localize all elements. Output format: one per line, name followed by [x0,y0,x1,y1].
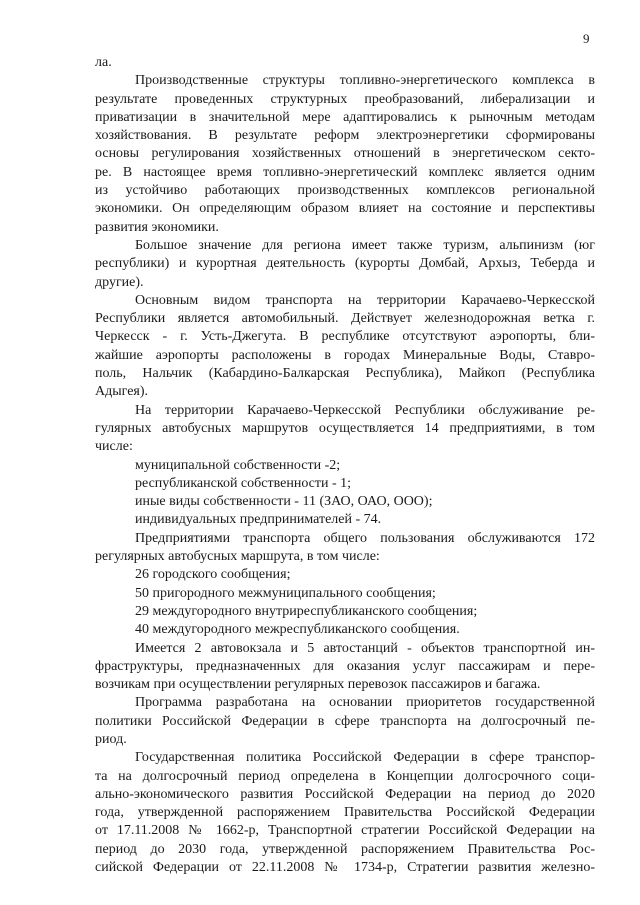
text-line: Черкесск - г. Усть-Джегута. В республике отсутствуют аэропорты, бли- [95,329,595,345]
text-line: Основным видом транспорта на территории Карачаево-Черкесской [135,292,595,308]
text-line: Программа разработана на основании приоритетов государственной [135,695,595,711]
paragraph [95,237,595,292]
paragraph [95,640,595,695]
list-item: муниципальной собственности -2; [135,457,341,473]
text-line: из устойчиво работающих производственных комплексов региональной [95,183,595,199]
text-line: та на долгосрочный период определена в Концепции долгосрочного соци- [95,768,595,784]
text-line: Адыгея). [95,384,149,400]
list-item: 26 городского сообщения; [135,567,291,583]
text-line: республики) и курортная деятельность (курорты Домбай, Архыз, Теберда и [95,256,595,272]
text-line: развития экономики. [95,219,219,235]
paragraph [95,72,595,237]
paragraph [95,54,595,72]
list-item: индивидуальных предпринимателей - 74. [135,512,382,528]
list [95,457,595,530]
text-line: основы регулирования хозяйственных отношений в энергетическом секто- [95,146,595,162]
text-line: возчикам при осуществлении регулярных перевозок пассажиров и багажа. [95,677,541,693]
list [95,566,595,639]
list-item: республиканской собственности - 1; [135,475,352,491]
list-item: иные виды собственности - 11 (ЗАО, ОАО, ООО); [135,494,433,510]
text-line: ре. В настоящее время топливно-энергетический комплекс является одним [95,164,595,180]
text-line: ально-экономического развития Российской Федерации на период до 2020 [95,786,595,802]
text-line: хозяйствования. В результате реформ электроэнергетики сформированы [95,128,595,144]
text-line: Республики является автомобильный. Действует железнодорожная ветка г. [95,311,595,327]
paragraph [95,292,595,402]
text-line: Большое значение для региона имеет также туризм, альпинизм (юг [135,237,595,253]
text-line: гулярных автобусных маршрутов осуществляется 14 предприятиями, в том [95,420,595,436]
text-line: результате проведенных структурных преобразований, либерализации и [95,91,595,107]
text-line: политики Российской Федерации в сфере транспорта на долгосрочный пе- [95,713,595,729]
text-line: период до 2030 года, утвержденной распоряжением Правительства Рос- [95,841,595,857]
paragraph [95,530,595,567]
text-line: приватизации в значительной мере адаптировались к рыночным методам [95,109,595,125]
document-body [95,54,595,877]
paragraph [95,402,595,457]
text-line: жайшие аэропорты расположены в городах Минеральные Воды, Ставро- [95,347,595,363]
text-line: На территории Карачаево-Черкесской Республики обслуживание ре- [135,402,595,418]
text-line: регулярных автобусных маршрута, в том числе: [95,549,380,565]
text-line: ла. [95,55,112,70]
text-line: Производственные структуры топливно-энергетического комплекса в [135,73,595,89]
text-line: от 17.11.2008 № 1662-р, Транспортной стратегии Российской Федерации на [95,823,595,839]
paragraph [95,749,595,877]
text-line: сийской Федерации от 22.11.2008 № 1734-р, Стратегии развития железно- [95,860,595,876]
text-line: Государственная политика Российской Федерации в сфере транспор- [135,750,595,766]
text-line: экономики. Он определяющим образом влияет на состояние и перспективы [95,201,595,217]
text-line: числе: [95,439,133,455]
text-line: поль, Нальчик (Кабардино-Балкарская Республика), Майкоп (Республика [95,366,595,382]
page-number: 9 [583,31,590,46]
text-line: другие). [95,274,144,290]
list-item: 29 междугородного внутриреспубликанского сообщения; [135,603,478,619]
list-item: 40 междугородного межреспубликанского сообщения. [135,622,460,638]
paragraph [95,694,595,749]
text-line: Предприятиями транспорта общего пользования обслуживаются 172 [135,530,595,546]
text-line: года, утвержденной распоряжением Правительства Российской Федерации [95,805,595,821]
list-item: 50 пригородного межмуниципального сообщения; [135,585,436,601]
text-line: риод. [95,731,127,747]
text-line: фраструктуры, предназначенных для оказания услуг пассажирам и пере- [95,658,595,674]
text-line: Имеется 2 автовокзала и 5 автостанций - объектов транспортной ин- [135,640,595,656]
